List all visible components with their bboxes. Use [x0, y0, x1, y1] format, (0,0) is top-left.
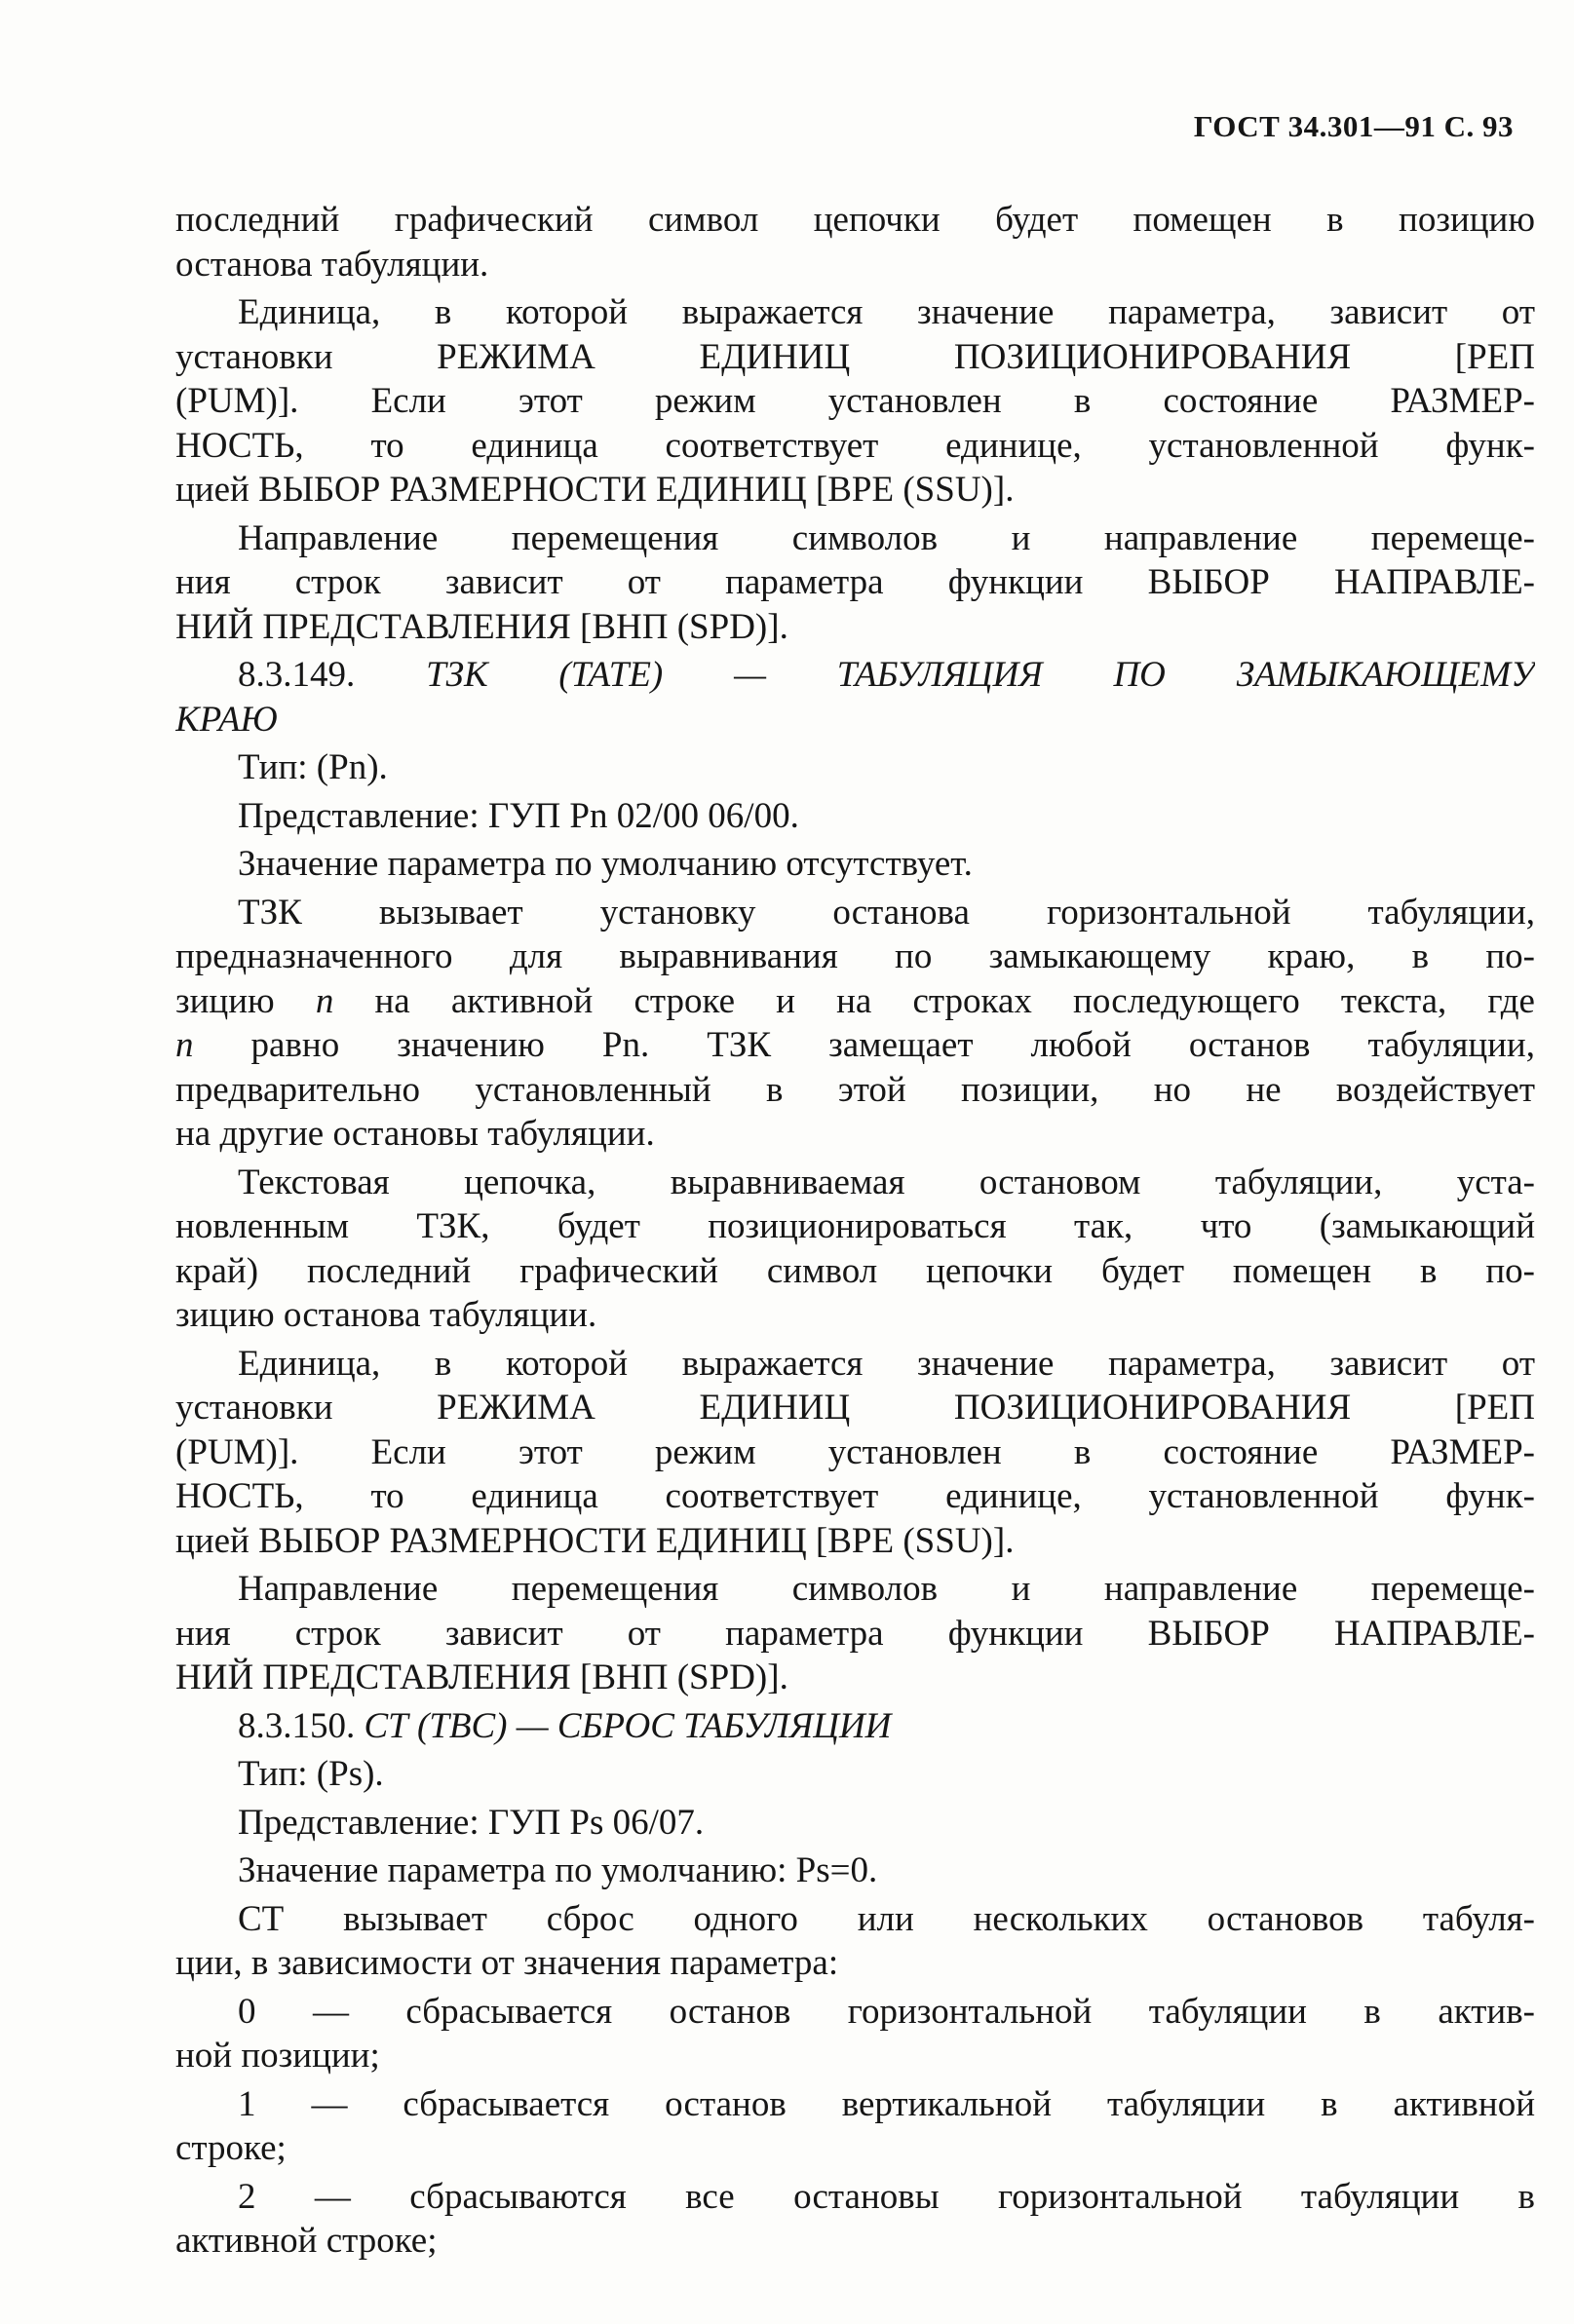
line-text: (PUM)]. Если этот режим установлен в состояние РАЗМЕР-	[175, 1431, 1535, 1472]
line-text: Направление перемещения символов и направление перемеще-	[238, 1569, 1535, 1609]
text-line	[175, 1023, 1535, 1068]
line-text: зицию останова табуляции.	[175, 1295, 597, 1335]
representation-line	[175, 794, 1535, 839]
text-line	[175, 424, 1535, 469]
text-line	[175, 1474, 1535, 1519]
type-line	[175, 1752, 1535, 1797]
text-line	[175, 2126, 1535, 2171]
text-line	[175, 1519, 1535, 1564]
line-text: ТЗК вызывает установку останова горизонтальной табуляции,	[238, 892, 1535, 933]
text-line	[175, 198, 1535, 243]
line-text: НОСТЬ, то единица соответствует единице, установленной функ-	[175, 1476, 1535, 1516]
line-text: 0 — сбрасывается останов горизонтальной табуляции в актив-	[238, 1991, 1535, 2032]
text-line	[175, 1430, 1535, 1475]
paragraph-start	[175, 516, 1535, 561]
text-line	[175, 1204, 1535, 1249]
line-text: установки РЕЖИМА ЕДИНИЦ ПОЗИЦИОНИРОВАНИЯ [РЕП	[175, 336, 1535, 377]
paragraph-start	[175, 1567, 1535, 1612]
line-text: зицию	[175, 980, 316, 1021]
line-text: Направление перемещения символов и направление перемеще-	[238, 517, 1535, 558]
line-text: Представление: ГУП Pn 02/00 06/00.	[238, 795, 799, 836]
paragraph-start	[175, 891, 1535, 935]
line-text: установки РЕЖИМА ЕДИНИЦ ПОЗИЦИОНИРОВАНИЯ [РЕП	[175, 1388, 1535, 1428]
text-line	[175, 1112, 1535, 1157]
line-text: Тип: (Pn).	[238, 747, 388, 787]
paragraph-start	[175, 1897, 1535, 1942]
text-line	[175, 1249, 1535, 1294]
paragraph-start	[175, 290, 1535, 335]
line-text: НИЙ ПРЕДСТАВЛЕНИЯ [ВНП (SPD)].	[175, 1657, 788, 1697]
text-line	[175, 934, 1535, 979]
text-line	[175, 1293, 1535, 1338]
line-text: цией ВЫБОР РАЗМЕРНОСТИ ЕДИНИЦ [ВРЕ (SSU)].	[175, 470, 1015, 510]
section-title: КРАЮ	[175, 699, 278, 740]
text-line	[175, 243, 1535, 287]
section-title: ТЗК (TATE) — ТАБУЛЯЦИЯ ПО ЗАМЫКАЮЩЕМУ	[426, 655, 1535, 695]
text-line	[175, 335, 1535, 380]
text-line	[175, 1941, 1535, 1986]
text-line	[175, 979, 1535, 1024]
italic-variable: n	[315, 980, 334, 1021]
line-text: 1 — сбрасывается останов вертикальной табуляции в активной	[238, 2083, 1535, 2124]
line-text: активной строке;	[175, 2221, 438, 2261]
line-text: Единица, в которой выражается значение параметра, зависит от	[238, 292, 1535, 332]
line-text: останова табуляции.	[175, 244, 489, 285]
line-text: ной позиции;	[175, 2036, 380, 2076]
section-number: 8.3.150.	[238, 1705, 365, 1746]
paragraph-start	[175, 1161, 1535, 1205]
line-text: НИЙ ПРЕДСТАВЛЕНИЯ [ВНП (SPD)].	[175, 606, 788, 647]
line-text: на активной строке и на строках последующего текста, где	[333, 980, 1535, 1021]
text-line	[175, 2219, 1535, 2264]
line-text: Значение параметра по умолчанию отсутствует.	[238, 844, 973, 884]
text-line	[175, 1656, 1535, 1700]
line-text: цией ВЫБОР РАЗМЕРНОСТИ ЕДИНИЦ [ВРЕ (SSU)].	[175, 1520, 1015, 1561]
section-heading-8-3-150	[175, 1704, 1535, 1749]
default-value-line	[175, 842, 1535, 887]
text-line	[175, 379, 1535, 424]
list-item-1	[175, 2082, 1535, 2127]
text-line	[175, 2034, 1535, 2078]
text-line	[175, 1386, 1535, 1430]
representation-line	[175, 1801, 1535, 1846]
line-text: (PUM)]. Если этот режим установлен в состояние РАЗМЕР-	[175, 381, 1535, 421]
section-heading-continuation	[175, 698, 1535, 743]
line-text: Текстовая цепочка, выравниваемая остановом табуляции, уста-	[238, 1162, 1535, 1202]
default-value-line	[175, 1848, 1535, 1893]
line-text: ции, в зависимости от значения параметра:	[175, 1943, 839, 1983]
list-item-0	[175, 1990, 1535, 2035]
line-text: СТ вызывает сброс одного или нескольких остановов табуля-	[238, 1898, 1535, 1939]
list-item-2	[175, 2175, 1535, 2220]
line-text: ния строк зависит от параметра функции ВЫБОР НАПРАВЛЕ-	[175, 562, 1535, 602]
text-line	[175, 605, 1535, 650]
line-text: ния строк зависит от параметра функции ВЫБОР НАПРАВЛЕ-	[175, 1613, 1535, 1654]
type-line	[175, 745, 1535, 790]
text-line	[175, 468, 1535, 513]
document-body	[175, 198, 1535, 2264]
line-text: Единица, в которой выражается значение параметра, зависит от	[238, 1343, 1535, 1384]
paragraph-start	[175, 1342, 1535, 1387]
line-text: новленным ТЗК, будет позиционироваться так, что (замыкающий	[175, 1206, 1535, 1246]
line-text: строке;	[175, 2128, 287, 2168]
line-text: НОСТЬ, то единица соответствует единице, установленной функ-	[175, 425, 1535, 466]
text-line	[175, 1612, 1535, 1657]
line-text: Значение параметра по умолчанию: Ps=0.	[238, 1850, 878, 1890]
line-text: на другие остановы табуляции.	[175, 1114, 655, 1154]
line-text: 2 — сбрасываются все остановы горизонтальной табуляции в	[238, 2176, 1535, 2217]
line-text: Тип: (Ps).	[238, 1754, 384, 1794]
page-header: ГОСТ 34.301—91 С. 93	[1193, 109, 1514, 143]
section-heading-8-3-149	[175, 653, 1535, 698]
section-title: СТ (TBC) — СБРОС ТАБУЛЯЦИИ	[364, 1705, 892, 1746]
text-line	[175, 1068, 1535, 1113]
line-text: равно значению Pn. ТЗК замещает любой останов табуляции,	[193, 1025, 1535, 1065]
line-text: край) последний графический символ цепочки будет помещен в по-	[175, 1250, 1535, 1291]
section-number: 8.3.149.	[238, 655, 427, 695]
line-text: Представление: ГУП Ps 06/07.	[238, 1802, 705, 1843]
line-text: последний графический символ цепочки будет помещен в позицию	[175, 200, 1535, 240]
line-text: предварительно установленный в этой позиции, но не воздействует	[175, 1069, 1535, 1110]
line-text: предназначенного для выравнивания по замыкающему краю, в по-	[175, 936, 1535, 976]
text-line	[175, 560, 1535, 605]
italic-variable: n	[175, 1025, 194, 1065]
